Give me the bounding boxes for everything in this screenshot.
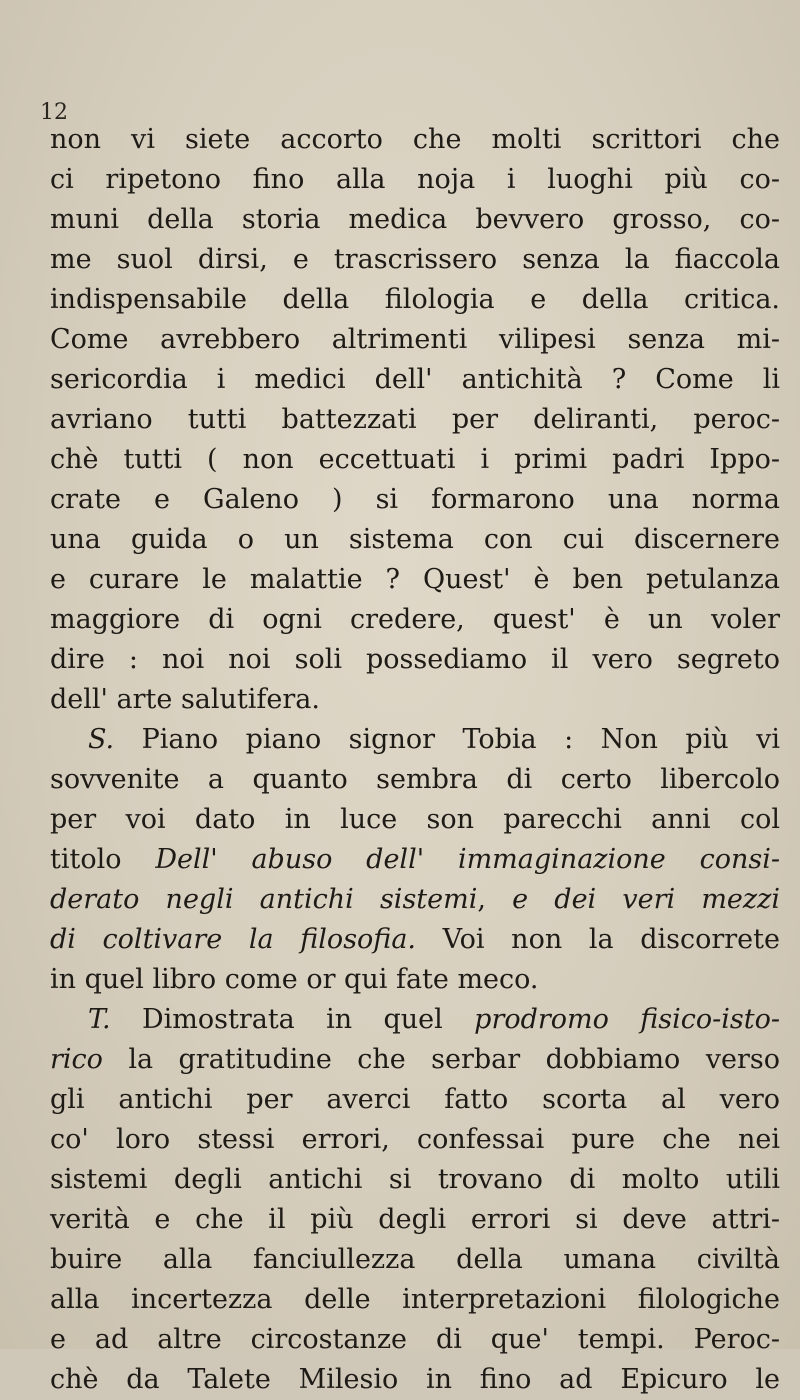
italic-title-segment: derato negli antichi sistemi bbox=[50, 884, 478, 915]
body-text bbox=[50, 120, 780, 1400]
italic-title-segment: rico bbox=[50, 1044, 103, 1075]
text-line-24 bbox=[50, 1040, 780, 1080]
text-line-22: in quel libro come or qui fate meco. bbox=[50, 964, 539, 995]
text-line-18: per voi dato in luce son parecchi anni col bbox=[50, 804, 780, 835]
text-line-25: gli antichi per averci fatto scorta al vero bbox=[50, 1084, 780, 1115]
text-segment: Piano piano signor Tobia : Non più vi bbox=[114, 724, 780, 755]
text-line-12: e curare le malattie ? Quest' è ben petulanza bbox=[50, 564, 780, 595]
text-line-26: co' loro stessi errori, confessai pure che nei bbox=[50, 1124, 780, 1155]
page-number: 12 bbox=[40, 100, 68, 125]
text-segment: titolo bbox=[50, 844, 156, 875]
text-line-2: ci ripetono fino alla noja i luoghi più co- bbox=[50, 164, 780, 195]
text-line-6: Come avrebbero altrimenti vilipesi senza mi- bbox=[50, 324, 780, 355]
text-line-7: sericordia i medici dell' antichità ? Come li bbox=[50, 364, 780, 395]
text-line-19 bbox=[50, 840, 780, 880]
text-line-11: una guida o un sistema con cui discernere bbox=[50, 524, 780, 555]
text-line-1: non vi siete accorto che molti scrittori che bbox=[50, 124, 780, 155]
text-line-20 bbox=[50, 880, 780, 920]
text-line-4: me suol dirsi, e trascrissero senza la fiaccola bbox=[50, 244, 780, 275]
text-line-27: sistemi degli antichi si trovano di molto utili bbox=[50, 1164, 780, 1195]
italic-title-segment: prodromo fisico-isto- bbox=[474, 1004, 780, 1035]
text-line-31: e ad altre circostanze di que' tempi. Peroc- bbox=[50, 1324, 780, 1355]
text-line-23 bbox=[50, 1000, 780, 1040]
text-segment: la gratitudine che serbar dobbiamo verso bbox=[102, 1044, 780, 1075]
text-line-17: sovvenite a quanto sembra di certo libercolo bbox=[50, 764, 780, 795]
text-line-28: verità e che il più degli errori si deve attri- bbox=[50, 1204, 780, 1235]
text-line-13: maggiore di ogni credere, quest' è un voler bbox=[50, 604, 780, 635]
text-line-30: alla incertezza delle interpretazioni filologiche bbox=[50, 1284, 780, 1315]
italic-title-segment: di coltivare la filosofia. bbox=[50, 924, 416, 955]
text-line-9: chè tutti ( non eccettuati i primi padri Ippo- bbox=[50, 444, 780, 475]
text-segment: , bbox=[477, 884, 513, 915]
speaker-label: T. bbox=[88, 1004, 111, 1035]
speaker-label: S. bbox=[88, 724, 115, 755]
text-line-10: crate e Galeno ) si formarono una norma bbox=[50, 484, 780, 515]
text-line-14: dire : noi noi soli possediamo il vero segreto bbox=[50, 644, 780, 675]
text-line-5: indispensabile della filologia e della critica. bbox=[50, 284, 780, 315]
text-line-21 bbox=[50, 920, 780, 960]
text-line-3: muni della storia medica bevvero grosso, co- bbox=[50, 204, 780, 235]
text-line-15: dell' arte salutifera. bbox=[50, 684, 320, 715]
text-line-32: chè da Talete Milesio in fino ad Epicuro le bbox=[50, 1364, 780, 1395]
italic-title-segment: Dell' abuso dell' immaginazione consi- bbox=[155, 844, 780, 875]
text-segment: Voi non la discorrete bbox=[416, 924, 780, 955]
text-line-16 bbox=[50, 720, 780, 760]
text-segment: Dimostrata in quel bbox=[110, 1004, 475, 1035]
text-line-29: buire alla fanciullezza della umana civiltà bbox=[50, 1244, 780, 1275]
text-line-8: avriano tutti battezzati per deliranti, peroc- bbox=[50, 404, 780, 435]
italic-title-segment: e dei veri mezzi bbox=[512, 884, 780, 915]
